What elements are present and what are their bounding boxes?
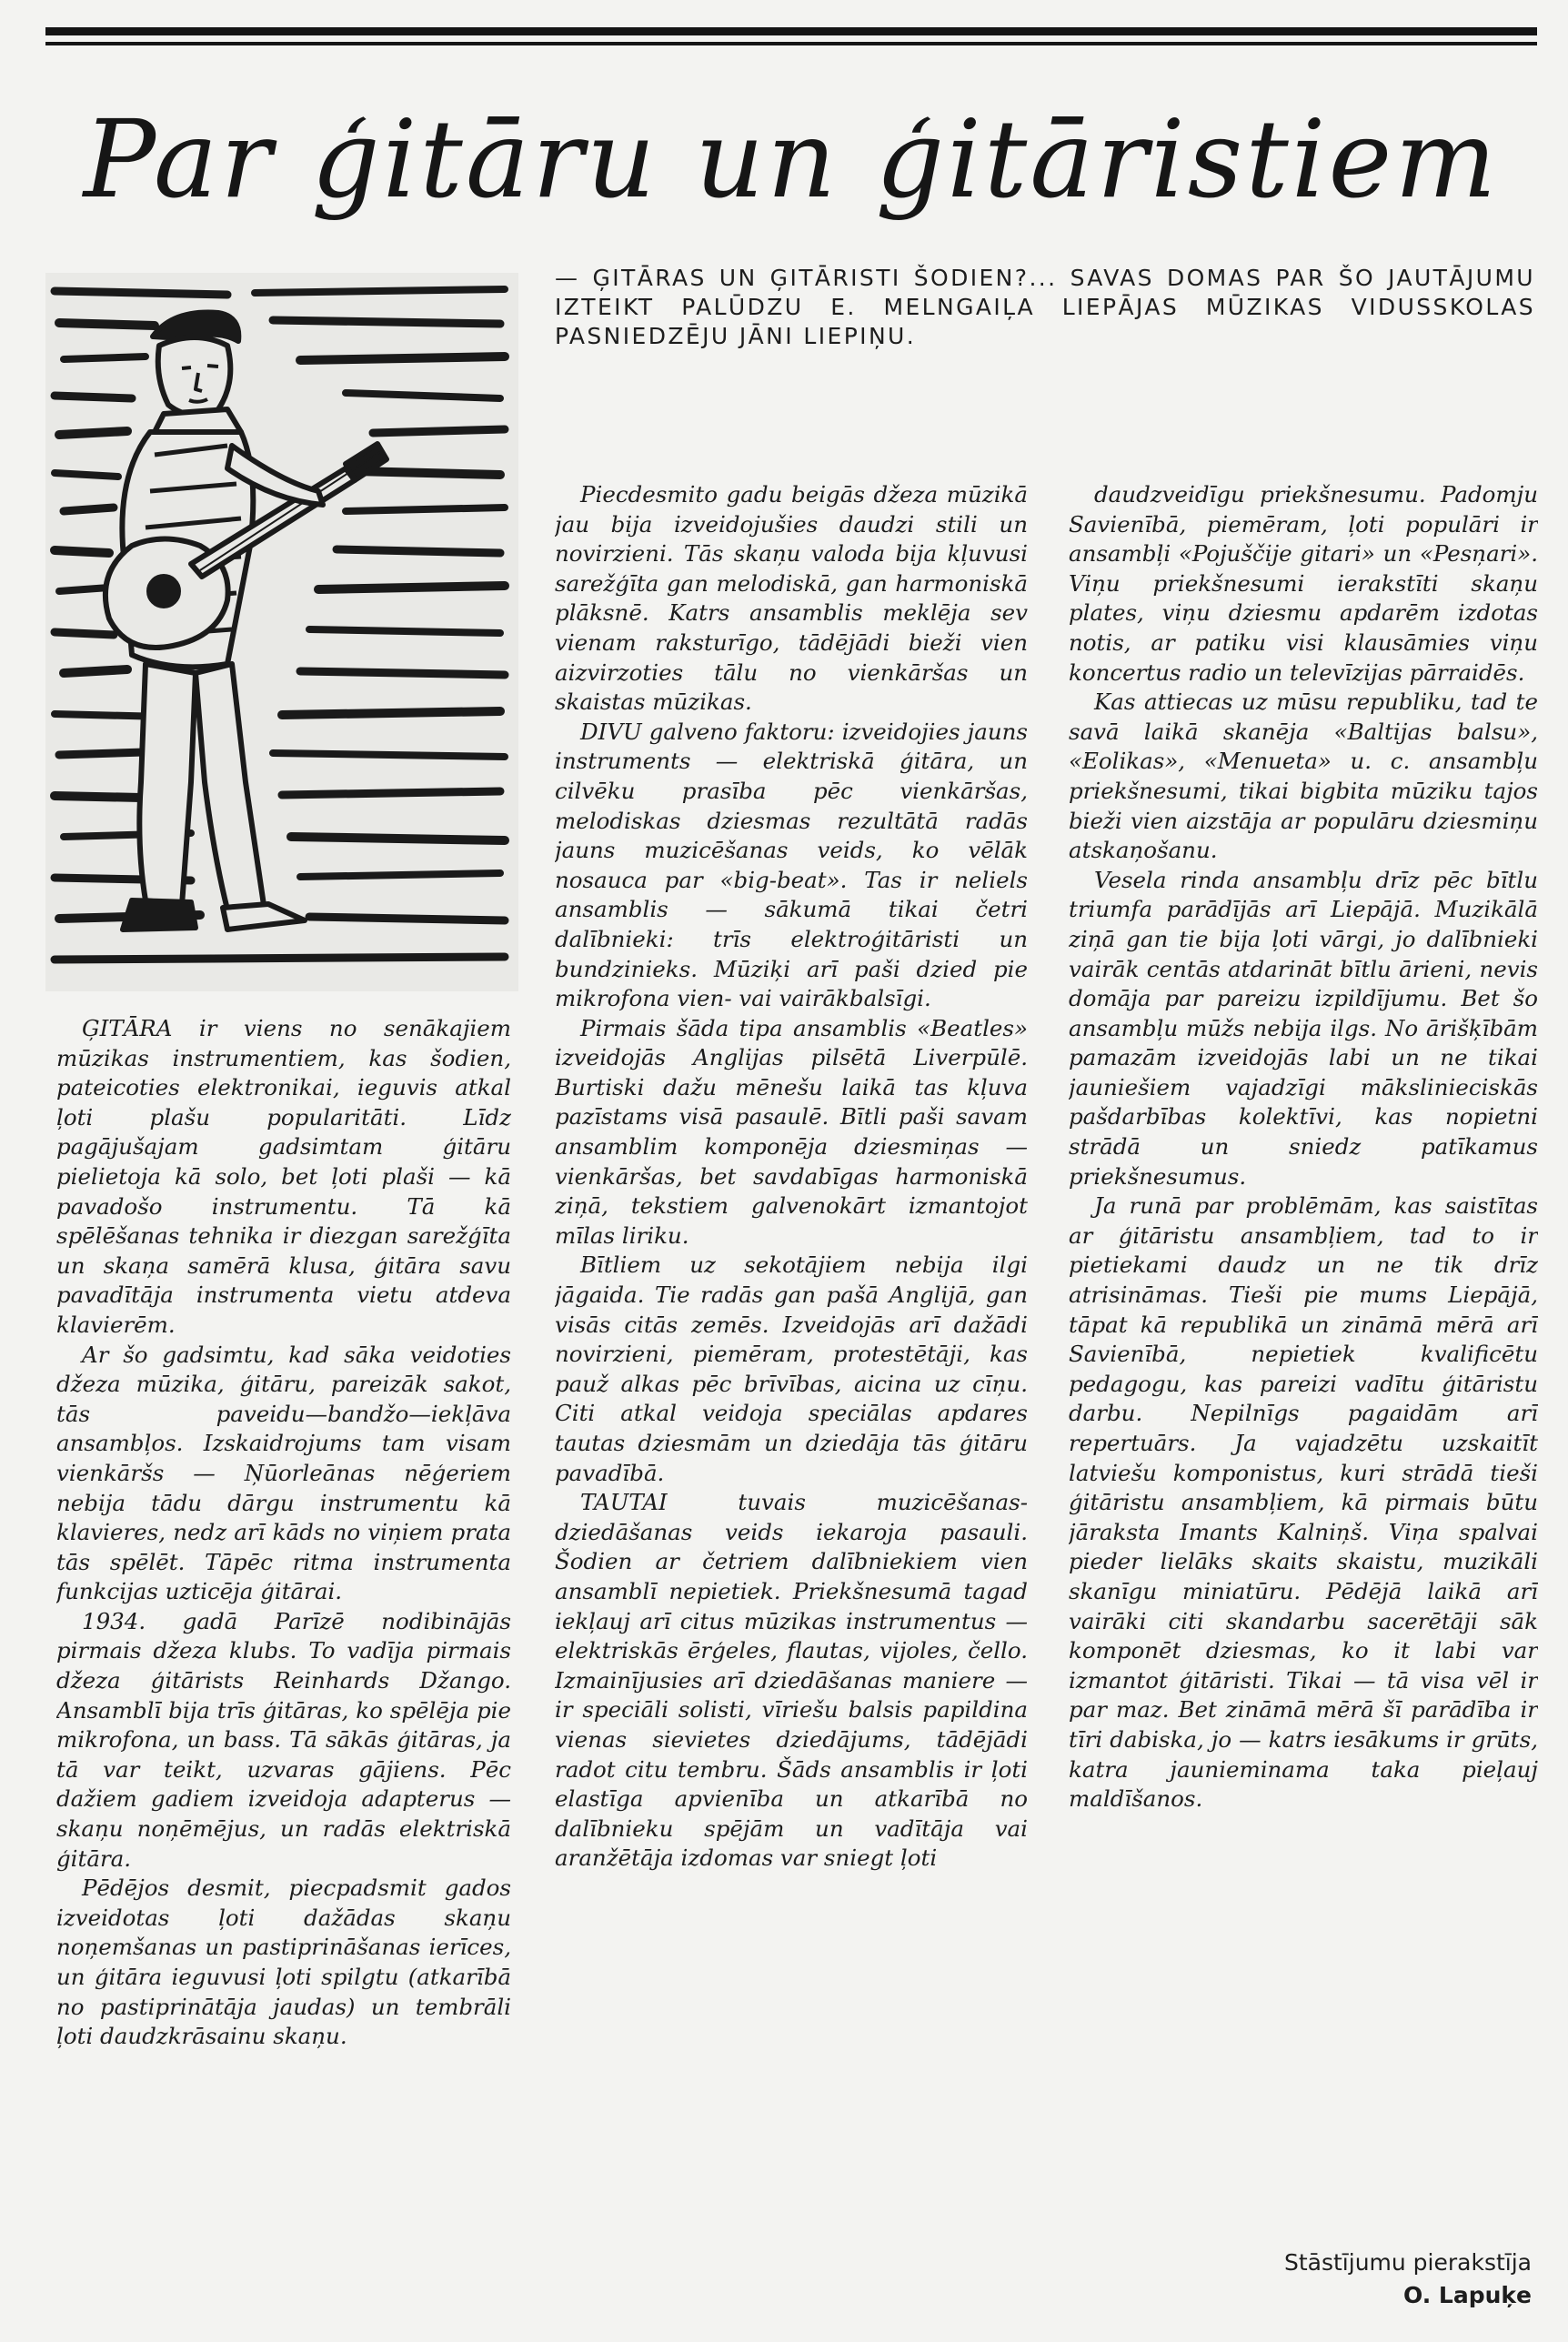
paragraph: ĢITĀRA ir viens no senākajiem mūzikas instrumentiem, kas šodien, pateicoties elektronikai, ieguvis atkal ļoti plašu popularitāti. Līdz pagājušajam gadsimtam ģitāru pielietoja kā solo, bet ļoti plaši — kā pavadošo instrumentu. Tā kā spēlēšanas tehnika ir diezgan sarežģīta un skaņa samērā klusa, ģitāra savu pavadītāja instrumenta vietu atdeva klavierēm. [56, 1015, 511, 1338]
paragraph: 1934. gadā Parīzē nodibinājās pirmais džeza klubs. To vadīja pirmais džeza ģitārists Reinhards Džango. Ansamblī bija trīs ģitāras, ko spēlēja pie mikrofona, un bass. Tā sākās ģitāras, ja tā var teikt, uzvaras gājiens. Pēc dažiem gadiem izveidoja adapterus — skaņu noņēmējus, un radās elektriskā ģitāra. [56, 1607, 511, 1872]
top-rule-thick [45, 27, 1537, 35]
paragraph: Bītliem uz sekotājiem nebija ilgi jāgaida. Tie radās gan pašā Anglijā, gan visās citās zemēs. Izveidojās arī dažādi novirzieni, piemēram, protestētāji, kas pauž alkas pēc brīvības, aicina uz cīņu. Citi atkal veidoja speciālas apdares tautas dziesmām un dziedāja tās ģitāru pavadībā. [555, 1251, 1028, 1486]
paragraph: Pirmais šāda tipa ansamblis «Beatles» izveidojās Anglijas pilsētā Liverpūlē. Burtiski dažu mēnešu laikā tas kļuva pazīstams visā pasaulē. Bītli paši savam ansamblim komponēja dziesmiņas — vienkāršas, bet savdabīgas harmoniskā ziņā, tekstiem galvenokārt izmantojot mīlas liriku. [555, 1014, 1028, 1249]
paragraph: Piecdesmito gadu beigās džeza mūzikā jau bija izveidojušies daudzi stili un novirzieni. Tās skaņu valoda bija kļuvusi sarežģīta gan melodiskā, gan harmoniskā plāksnē. Katrs ansamblis meklēja sev vienam raksturīgo, tādējādi bieži vien aizvirzoties tālu no vienkāršas un skaistas mūzikas. [555, 481, 1028, 716]
lead-paragraph: — ĢITĀRAS UN ĢITĀRISTI ŠODIEN?... SAVAS DOMAS PAR ŠO JAUTĀJUMU IZTEIKT PALŪDZU E. MELNGAIĻA LIEPĀJAS MŪZIKAS VIDUSSKOLAS PASNIEDZĒJU JĀNI LIEPIŅU. [555, 265, 1535, 349]
paragraph: Ja runā par problēmām, kas saistītas ar ģitāristu ansambļiem, tad to ir pietiekami daudz un ne tik drīz atrisināmas. Tieši pie mums Liepājā, tāpat kā republikā un zināmā mērā arī Savienībā, nepietiek kvalificētu pedagogu, kas pareizi vadītu ģitāristu darbu. Nepilnīgs pagaidām arī repertuārs. Ja vajadzētu uzskaitīt latviešu komponistus, kuri strādā tieši ģitāristu ansambļiem, kā pirmais būtu jāraksta Imants Kalniņš. Viņa spalvai pieder lielāks skaits skaistu, muzikāli skanīgu miniatūru. Pēdējā laikā arī vairāki citi skandarbu sacerētāji sāk komponēt dziesmas, ko it labi var izmantot ģitāristi. Tikai — tā visa vēl ir par maz. Bet zināmā mērā šī parādība ir tīri dabiska, jo — katrs iesākums ir grūts, katra jaunieminama taka pieļauj maldīšanos. [1069, 1192, 1538, 1813]
byline [1113, 2247, 1532, 2312]
byline-author: O. Lapuķe [1403, 2282, 1532, 2308]
article-column-3 [1069, 480, 1538, 2231]
byline-label: Stāstījumu pierakstīja [1283, 2249, 1532, 2276]
headline: Par ģitāru un ģitāristiem [83, 96, 1500, 222]
paragraph: Ar šo gadsimtu, kad sāka veidoties džeza mūzika, ģitāru, pareizāk sakot, tās paveidu—bandžo—iekļāva ansambļos. Izskaidrojums tam visam vienkāršs — Ņūorleānas nēģeriem nebija tādu dārgu instrumentu kā klavieres, nedz arī kāds no viņiem prata tās spēlēt. Tāpēc ritma instrumenta funkcijas uzticēja ģitārai. [56, 1341, 511, 1605]
paragraph: TAUTAI tuvais muzicēšanas-dziedāšanas veids iekaroja pasauli. Šodien ar četriem dalībniekiem vien ansamblī nepietiek. Priekšnesumā tagad iekļauj arī citus mūzikas instrumentus — elektriskās ērģeles, flautas, vijoles, čello. Izmainījusies arī dziedāšanas maniere — ir speciāli solisti, vīriešu balsis papildina vienas sievietes dziedājums, tādējādi radot citu tembru. Šāds ansamblis ir ļoti elastīga apvienība un atkarībā no dalībnieku spējām un vadītāja vai aranžētāja izdomas var sniegt ļoti [555, 1489, 1028, 1872]
paragraph: Kas attiecas uz mūsu republiku, tad te savā laikā skanēja «Baltijas balsu», «Eolikas», «Menueta» u. c. ansambļu priekšnesumi, tikai bigbita mūziku tajos bieži vien aizstāja ar populāru dziesmiņu atskaņošanu. [1069, 689, 1538, 864]
top-rule-thin [45, 42, 1537, 45]
paragraph: DIVU galveno faktoru: izveidojies jauns instruments — elektriskā ģitāra, un cilvēku prasība pēc vienkāršas, melodiskas dziesmas rezultātā radās jauns muzicēšanas veids, ko vēlāk nosauca par «big-beat». Tas ir neliels ansamblis — sākumā tikai četri dalībnieki: trīs elektroģitāristi un bundzinieks. Mūziķi arī paši dzied pie mikrofona vien- vai vairākbalsīgi. [555, 718, 1028, 1012]
paragraph: Vesela rinda ansambļu drīz pēc bītlu triumfa parādījās arī Liepājā. Muzikālā ziņā gan tie bija ļoti vārgi, jo dalībnieki vairāk centās atdarināt bītlu ārieni, nevis domāja par pareizu izpildījumu. Bet šo ansambļu mūžs nebija ilgs. No ārišķībām pamazām izveidojās labi un ne tikai jauniešiem vajadzīgi mākslinieciskās pašdarbības kolektīvi, kas nopietni strādā un sniedz patīkamus priekšnesumus. [1069, 866, 1538, 1190]
paragraph: Pēdējos desmit, piecpadsmit gados izveidotas ļoti dažādas skaņu noņemšanas un pastiprināšanas ierīces, un ģitāra ieguvusi ļoti spilgtu (atkarībā no pastiprinātāja jaudas) un tembrāli ļoti daudzkrāsainu skaņu. [56, 1875, 511, 2050]
article-column-1 [56, 1014, 511, 2328]
article-column-2 [555, 480, 1028, 2331]
guitarist-woodcut-illustration [45, 273, 518, 991]
paragraph: daudzveidīgu priekšnesumu. Padomju Savienībā, piemēram, ļoti populāri ir ansambļi «Pojuščije gitari» un «Pesņari». Viņu priekšnesumi ierakstīti skaņu plates, viņu dziesmu apdarēm izdotas notis, ar patiku visi klausāmies viņu koncertus radio un televīzijas pārraidēs. [1069, 481, 1538, 686]
